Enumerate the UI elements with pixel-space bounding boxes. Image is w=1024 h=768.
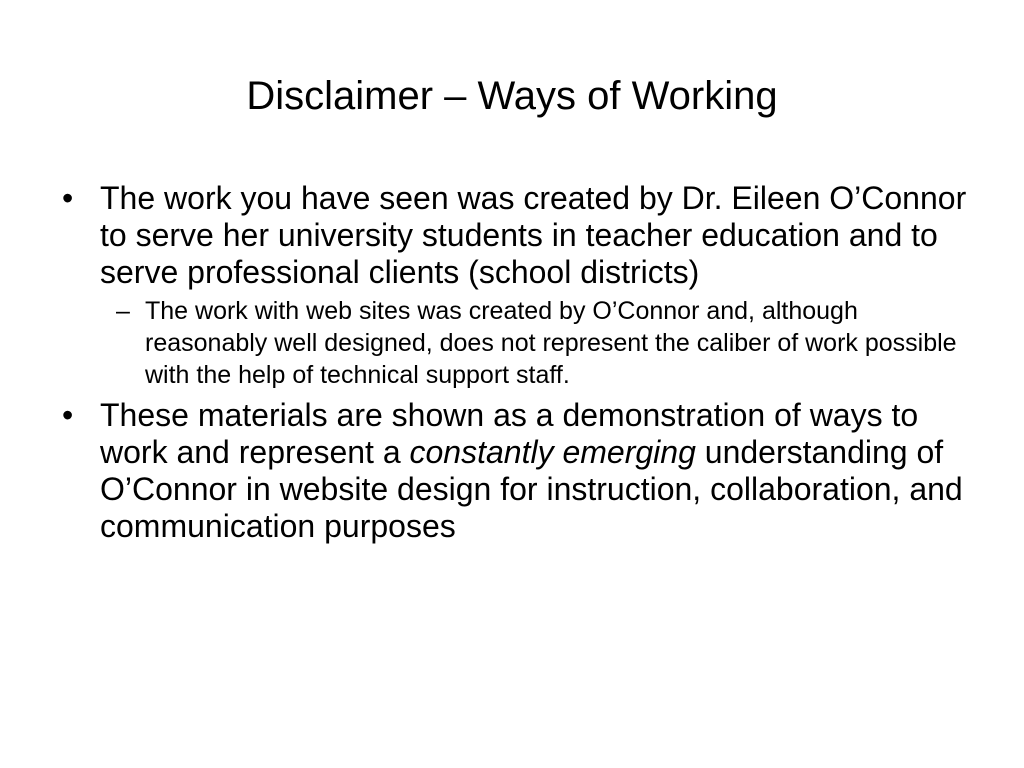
bullet-text-start: These materials are shown as a demonstration of ways to work and represent a (100, 397, 919, 470)
slide-body (62, 180, 972, 545)
bullet-marker: • (62, 180, 74, 216)
bullet-marker: • (62, 397, 74, 433)
subbullet-text: The work with web sites was created by O’Connor and, although reasonably well designed, does not represent the caliber of work possible with the help of technical support staff. (145, 297, 957, 389)
bullet-text-italic: constantly emerging (409, 434, 696, 470)
bullet-text: The work you have seen was created by Dr. Eileen O’Connor to serve her university students in teacher education and to serve professional clients (school districts) (100, 180, 967, 290)
bullet-text-end: understanding of O’Connor in website design for instruction, collaboration, and communication purposes (100, 434, 963, 544)
subbullet-item-1 (62, 295, 972, 391)
bullet-item-2 (62, 397, 972, 545)
subbullet-marker: – (116, 297, 130, 325)
bullet-item-1 (62, 180, 972, 291)
slide-title: Disclaimer – Ways of Working (246, 74, 778, 118)
